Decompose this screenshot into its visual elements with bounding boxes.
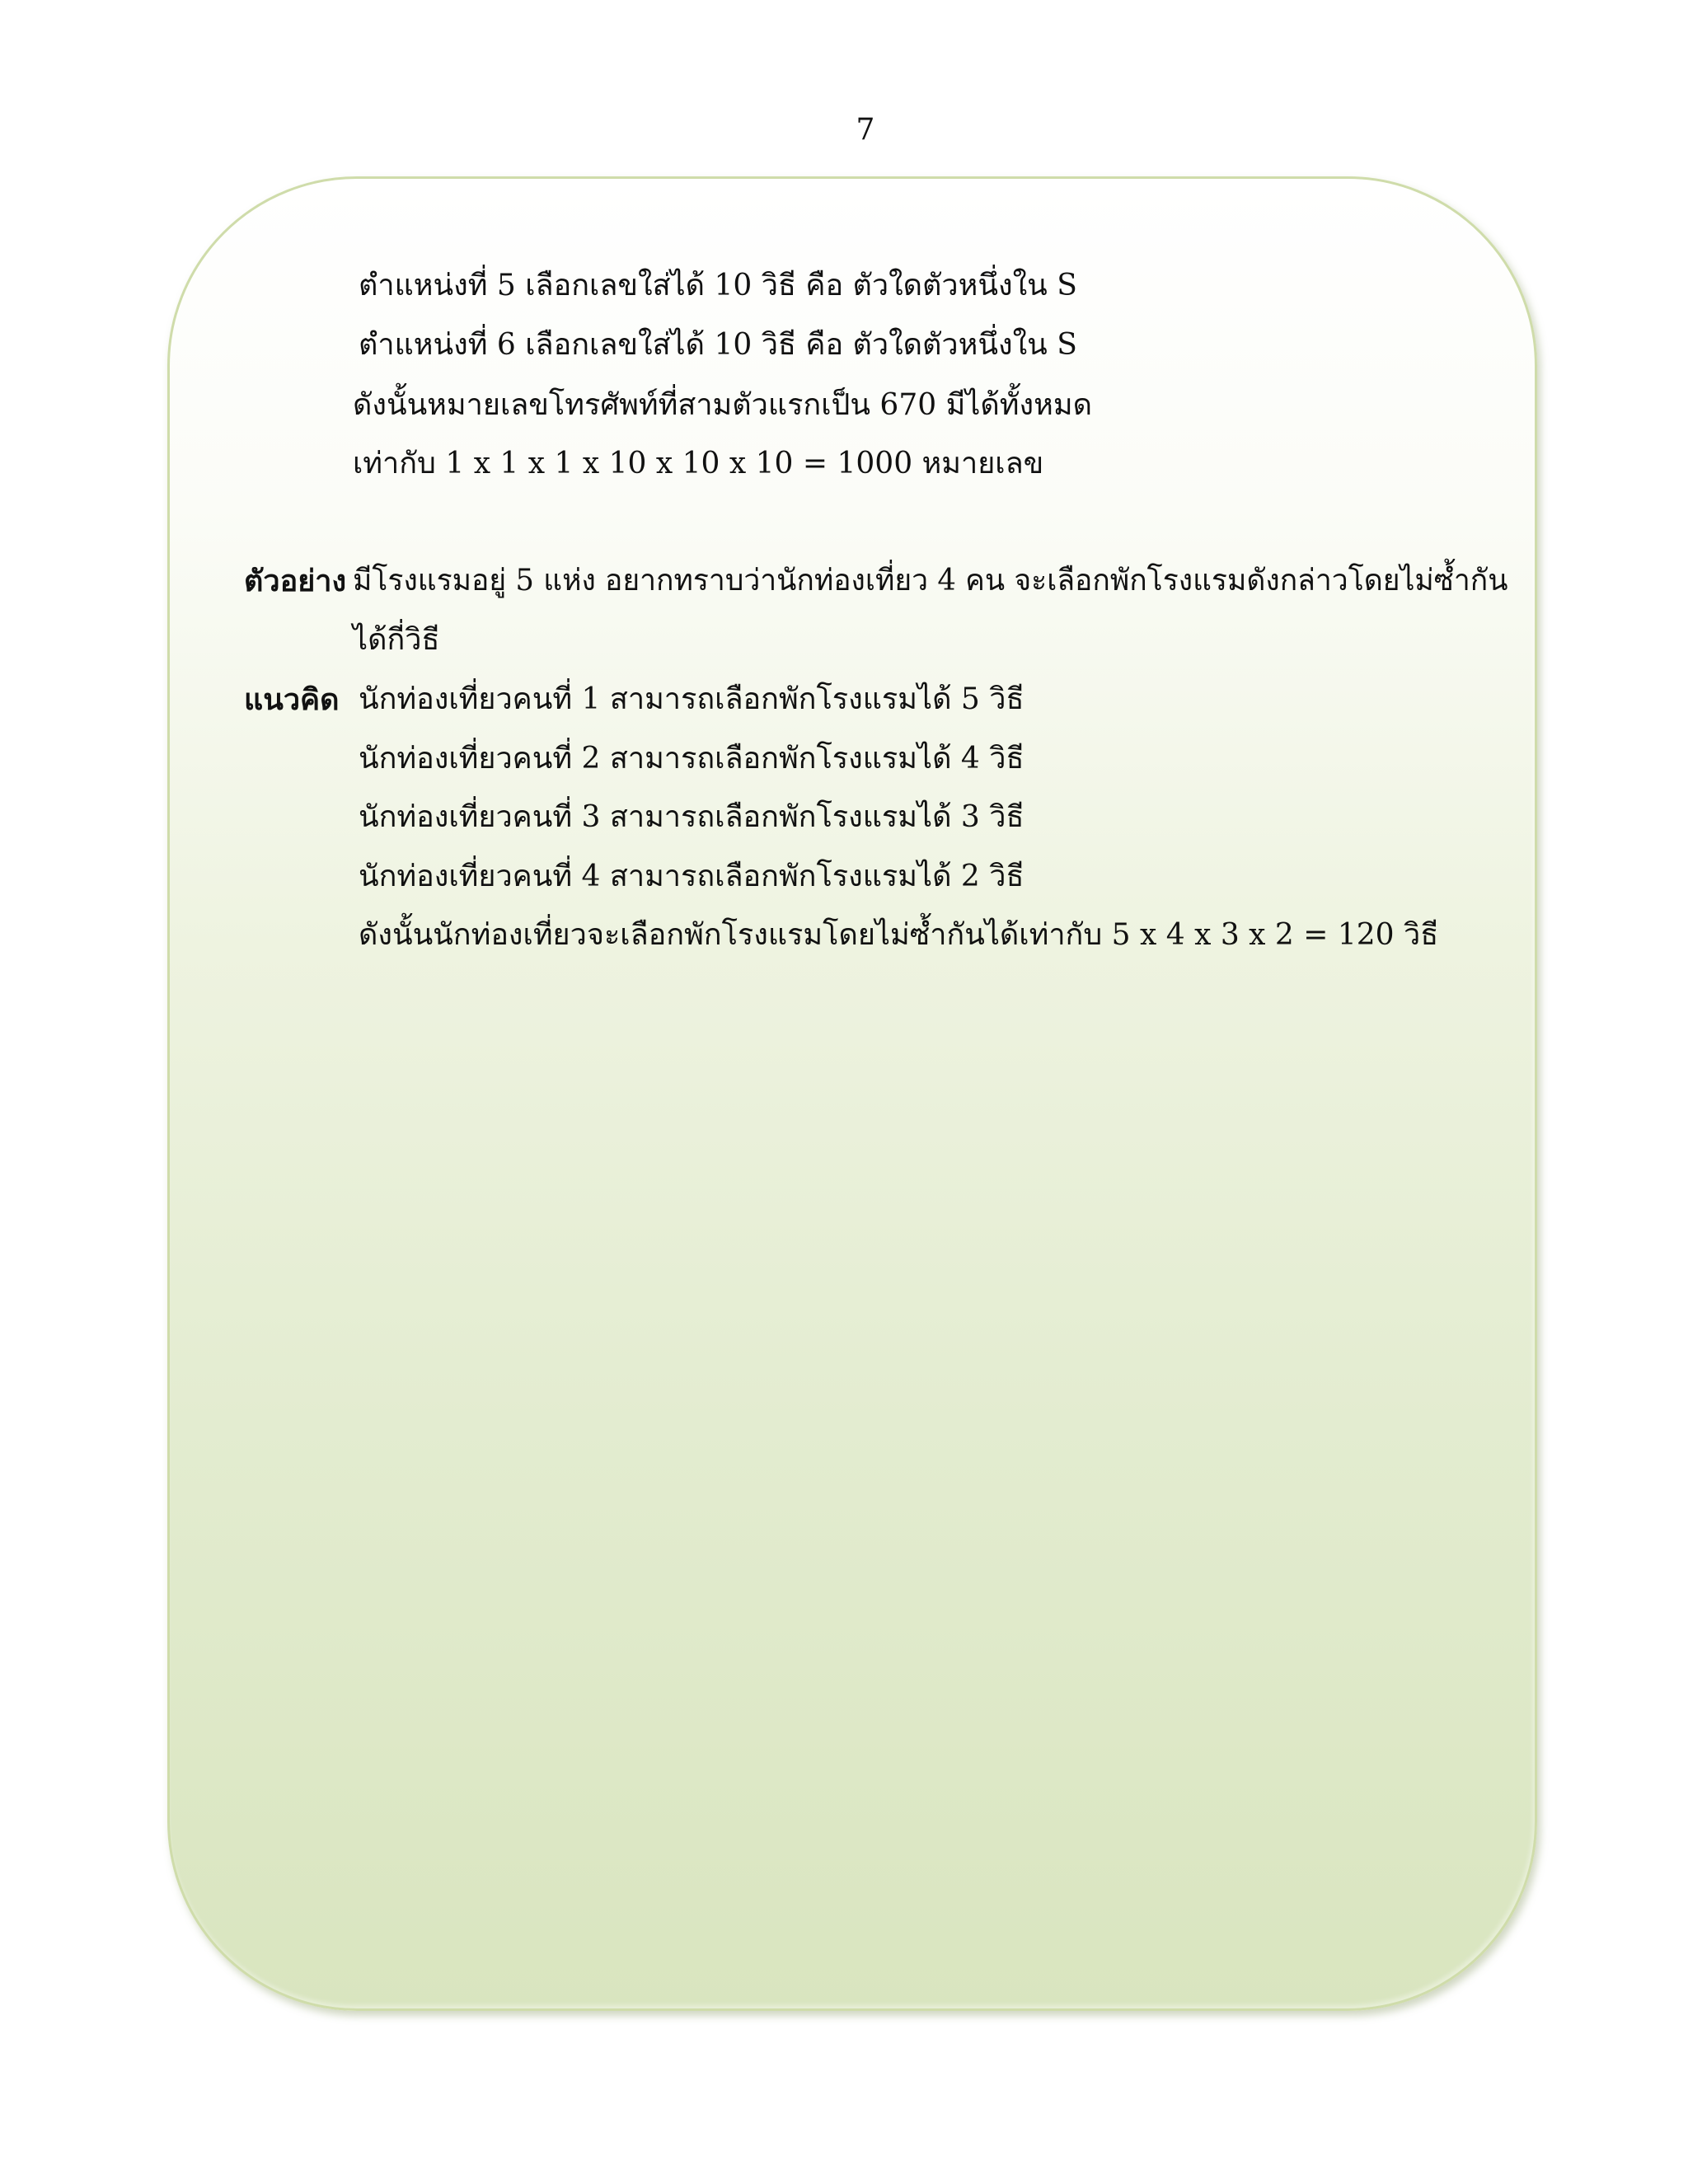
- text-line-position-5: ตำแหน่งที่ 5 เลือกเลขใส่ได้ 10 วิธี คือ ตัวใดตัวหนึ่งใน S: [359, 269, 1077, 302]
- solution-line-tourist-3: นักท่องเที่ยวคนที่ 3 สามารถเลือกพักโรงแรมได้ 3 วิธี: [359, 800, 1025, 834]
- solution-line-tourist-2: นักท่องเที่ยวคนที่ 2 สามารถเลือกพักโรงแรมได้ 4 วิธี: [359, 742, 1025, 776]
- solution-label: แนวคิด: [244, 682, 340, 717]
- solution-line-tourist-4: นักท่องเที่ยวคนที่ 4 สามารถเลือกพักโรงแรมได้ 2 วิธี: [359, 860, 1025, 893]
- example-line-1: มีโรงแรมอยู่ 5 แห่ง อยากทราบว่านักท่องเที่ยว 4 คน จะเลือกพักโรงแรมดังกล่าวโดยไม่ซ้ำกัน: [353, 564, 1508, 598]
- example-line-2: ได้กี่วิธี: [353, 623, 440, 657]
- solution-line-tourist-1: นักท่องเที่ยวคนที่ 1 สามารถเลือกพักโรงแรมได้ 5 วิธี: [359, 682, 1025, 716]
- page-number: 7: [856, 113, 875, 147]
- text-line-position-6: ตำแหน่งที่ 6 เลือกเลขใส่ได้ 10 วิธี คือ ตัวใดตัวหนึ่งใน S: [359, 328, 1077, 362]
- solution-line-result: ดังนั้นนักท่องเที่ยวจะเลือกพักโรงแรมโดยไม่ซ้ำกันได้เท่ากับ 5 x 4 x 3 x 2 = 120 วิธี: [359, 918, 1439, 952]
- text-line-equals-1000: เท่ากับ 1 x 1 x 1 x 10 x 10 x 10 = 1000 หมายเลข: [353, 447, 1044, 480]
- example-label: ตัวอย่าง: [244, 564, 347, 598]
- text-line-therefore: ดังนั้นหมายเลขโทรศัพท์ที่สามตัวแรกเป็น 670 มีได้ทั้งหมด: [353, 388, 1092, 422]
